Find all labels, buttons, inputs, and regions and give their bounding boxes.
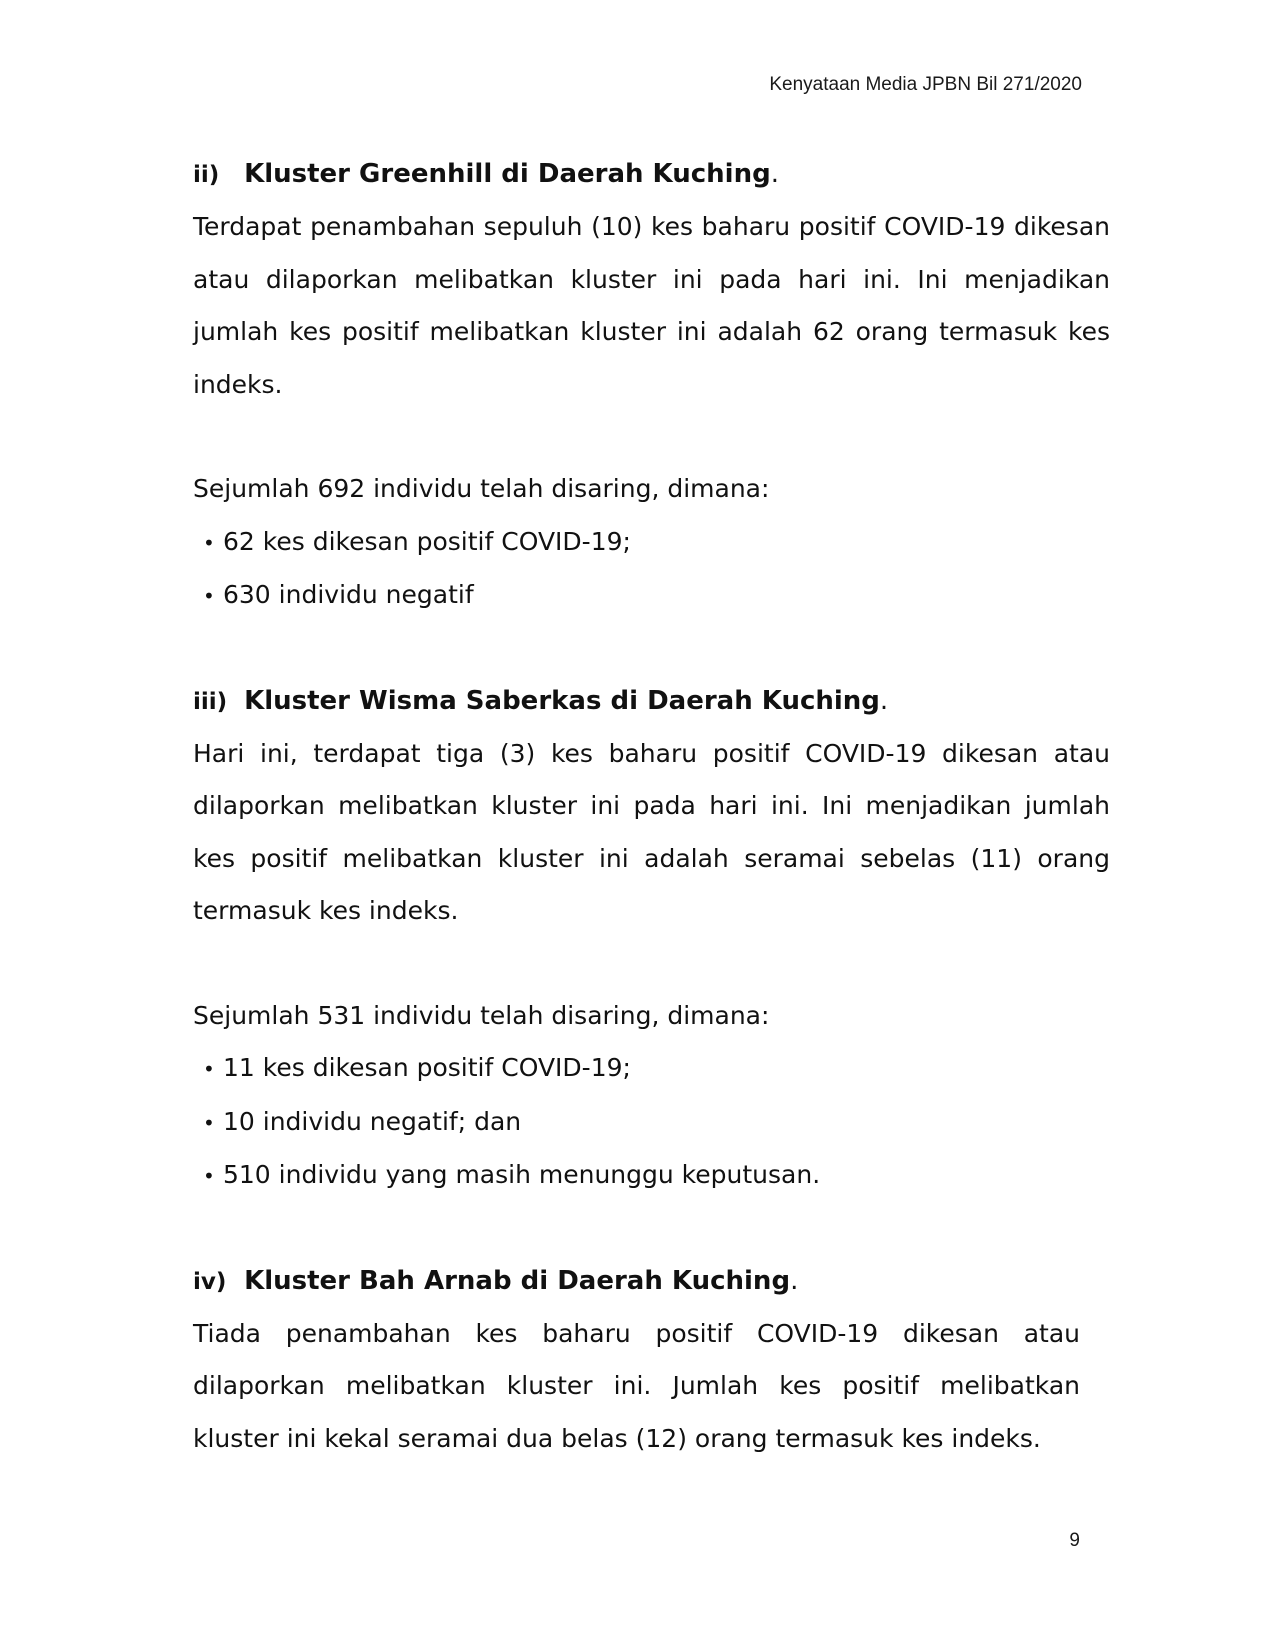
section-paragraph: Tiada penambahan kes baharu positif COVID-19 dikesan atau dilaporkan melibatkan kluster ini. Jumlah kes positif melibatkan kluster ini kekal seramai dua belas (12) orang termasuk kes indeks. bbox=[193, 1318, 1080, 1453]
section-greenhill bbox=[193, 148, 1110, 623]
document-body bbox=[193, 148, 1110, 1465]
bullet-icon: • bbox=[203, 584, 215, 608]
section-title: Kluster Greenhill di Daerah Kuching bbox=[244, 159, 771, 189]
list-item: • 510 individu yang masih menunggu keputusan. bbox=[193, 1149, 1110, 1203]
list-item: • 10 individu negatif; dan bbox=[193, 1096, 1110, 1150]
section-paragraph: Hari ini, terdapat tiga (3) kes baharu positif COVID-19 dikesan atau dilaporkan melibatkan kluster ini pada hari ini. Ini menjadikan jumlah kes positif melibatkan kluster ini adalah seramai sebelas (11) orang termasuk kes indeks. bbox=[193, 738, 1110, 925]
section-heading bbox=[193, 1255, 1110, 1308]
section-heading bbox=[193, 148, 1110, 201]
section-period: . bbox=[790, 1265, 799, 1296]
list-item: • 62 kes dikesan positif COVID-19; bbox=[193, 516, 1110, 570]
bullet-icon: • bbox=[203, 1164, 215, 1188]
section-period: . bbox=[879, 685, 889, 716]
screening-intro: Sejumlah 692 individu telah disaring, dimana: bbox=[193, 474, 770, 503]
section-title: Kluster Wisma Saberkas di Daerah Kuching bbox=[244, 685, 880, 716]
list-item: • 11 kes dikesan positif COVID-19; bbox=[193, 1042, 1110, 1096]
screening-list bbox=[193, 516, 1110, 623]
screening-intro: Sejumlah 531 individu telah disaring, dimana: bbox=[193, 1000, 770, 1030]
page-header: Kenyataan Media JPBN Bil 271/2020 bbox=[769, 74, 1082, 95]
bullet-icon: • bbox=[203, 530, 215, 555]
bullet-icon: • bbox=[203, 1110, 215, 1135]
list-item: • 630 individu negatif bbox=[193, 569, 1110, 623]
section-numeral: iii) bbox=[193, 688, 228, 715]
section-bah-arnab bbox=[193, 1255, 1110, 1466]
section-numeral: ii) bbox=[193, 162, 220, 188]
section-title: Kluster Bah Arnab di Daerah Kuching bbox=[244, 1265, 791, 1296]
screening-list bbox=[193, 1042, 1110, 1203]
section-period: . bbox=[770, 159, 779, 189]
section-heading bbox=[193, 675, 1110, 728]
section-paragraph: Terdapat penambahan sepuluh (10) kes baharu positif COVID-19 dikesan atau dilaporkan melibatkan kluster ini pada hari ini. Ini menjadikan jumlah kes positif melibatkan kluster ini adalah 62 orang termasuk kes indeks. bbox=[193, 212, 1110, 399]
bullet-icon: • bbox=[203, 1057, 215, 1081]
page-number: 9 bbox=[1069, 1530, 1080, 1551]
section-wisma-saberkas bbox=[193, 675, 1110, 1203]
section-numeral: iv) bbox=[193, 1268, 227, 1295]
